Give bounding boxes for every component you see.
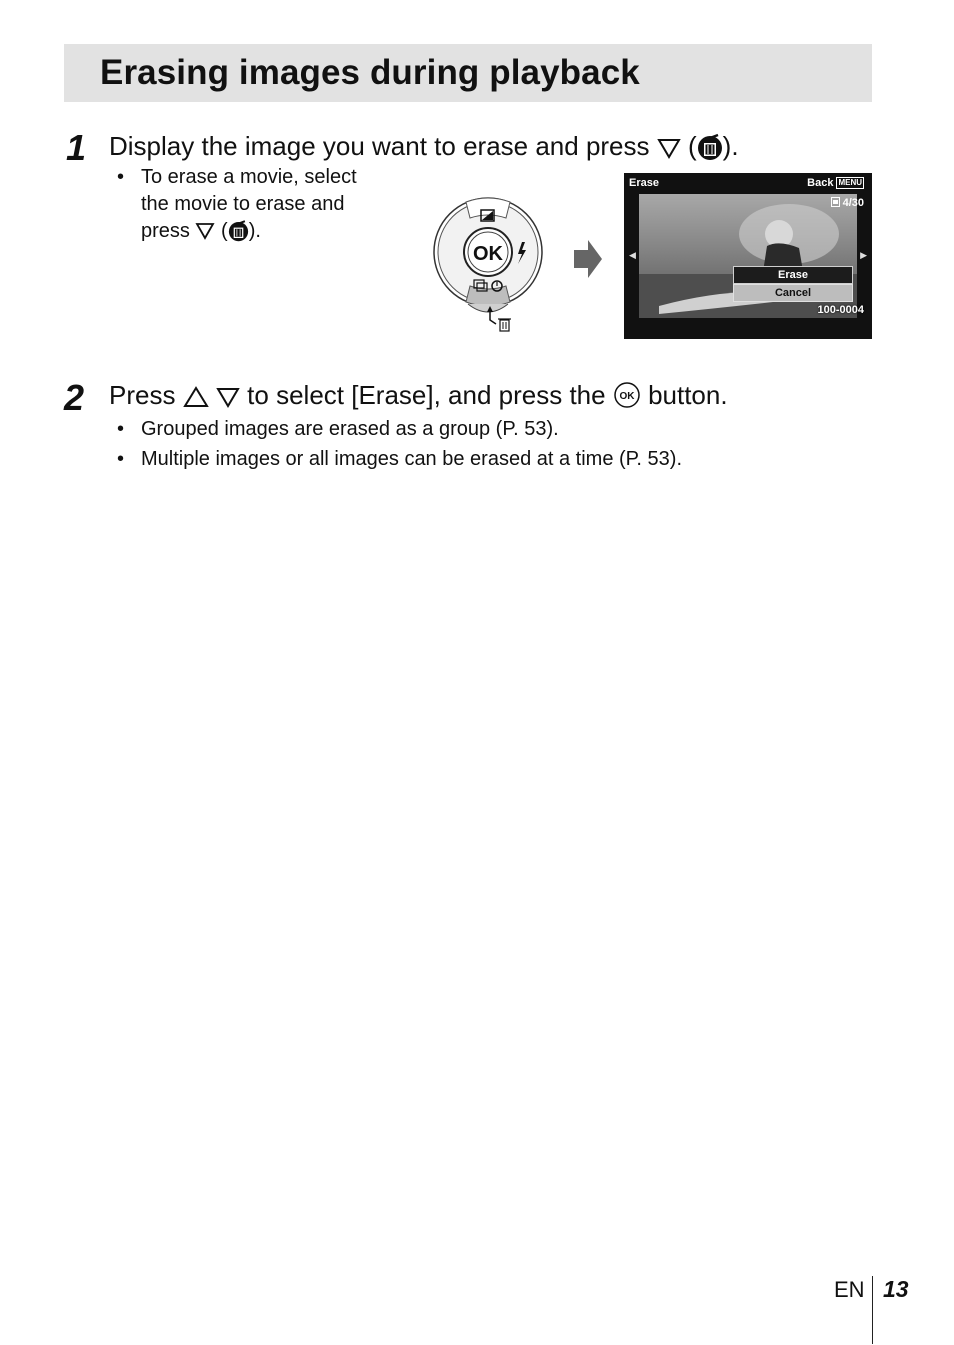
- bullet-dot: •: [117, 166, 125, 188]
- svg-text:OK: OK: [619, 391, 635, 402]
- arrow-right-icon: [574, 240, 604, 278]
- step-1-bullet: [117, 164, 357, 245]
- down-triangle-icon: [216, 386, 240, 408]
- footer-language: EN: [834, 1277, 865, 1302]
- step-1-bullet-press: press: [141, 220, 190, 242]
- trash-icon: [500, 320, 509, 331]
- ok-button-label: OK: [473, 243, 503, 265]
- erase-option[interactable]: Erase: [733, 266, 853, 284]
- step-1-number: 1: [66, 127, 87, 168]
- step-2-select: to select [Erase], and press the: [247, 380, 606, 410]
- step-2-bullet-2-text: Multiple images or all images can be erased at a time (P. 53).: [141, 448, 683, 470]
- step-2-bullet-1: [117, 416, 559, 443]
- step-2-text: [109, 380, 728, 411]
- image-counter-value: 4/30: [842, 197, 864, 209]
- trash-icon: [228, 218, 249, 242]
- protect-icon: [831, 197, 840, 207]
- step-1-text: [109, 131, 739, 162]
- step-1-instruction: Display the image you want to erase and press: [109, 131, 650, 161]
- arrow-pad-illustration: [430, 192, 550, 337]
- step-1-bullet-line-3: [141, 218, 357, 245]
- next-arrow-icon: ▶: [860, 250, 867, 260]
- file-number: 100-0004: [817, 304, 864, 316]
- image-counter: [831, 197, 864, 209]
- page-title: Erasing images during playback: [100, 53, 640, 92]
- back-label: Back: [807, 177, 834, 189]
- title-bar: [64, 44, 872, 102]
- step-2-bullet-1-text: Grouped images are erased as a group (P. 53).: [141, 418, 559, 440]
- step-1-bullet-line-2: the movie to erase and: [141, 193, 345, 215]
- step-2-number: 2: [64, 377, 85, 418]
- bullet-dot: •: [117, 448, 125, 470]
- step-1-bullet-paren-open: (: [221, 220, 228, 242]
- step-2-press: Press: [109, 380, 176, 410]
- screen-title: Erase: [629, 177, 659, 189]
- step-1-paren-close: ).: [722, 131, 739, 161]
- step-1-paren-open: (: [687, 131, 697, 161]
- step-2-bullet-2: [117, 446, 683, 473]
- step-2-button: button.: [648, 380, 728, 410]
- camera-screen: [624, 173, 872, 339]
- step-1-bullet-paren-close: ).: [248, 220, 261, 242]
- footer-divider: [872, 1276, 873, 1344]
- cancel-option[interactable]: Cancel: [733, 284, 853, 302]
- page-number: 13: [883, 1276, 909, 1302]
- down-triangle-icon: [657, 137, 681, 159]
- screen-back: [807, 177, 864, 189]
- ok-button-icon: [613, 381, 641, 409]
- menu-badge: MENU: [838, 178, 862, 187]
- trash-icon: [697, 131, 723, 161]
- bullet-dot: •: [117, 418, 125, 440]
- step-1-bullet-line-1: To erase a movie, select: [141, 166, 357, 188]
- down-triangle-icon: [195, 222, 215, 240]
- up-triangle-icon: [183, 386, 209, 408]
- prev-arrow-icon: ◀: [629, 250, 636, 260]
